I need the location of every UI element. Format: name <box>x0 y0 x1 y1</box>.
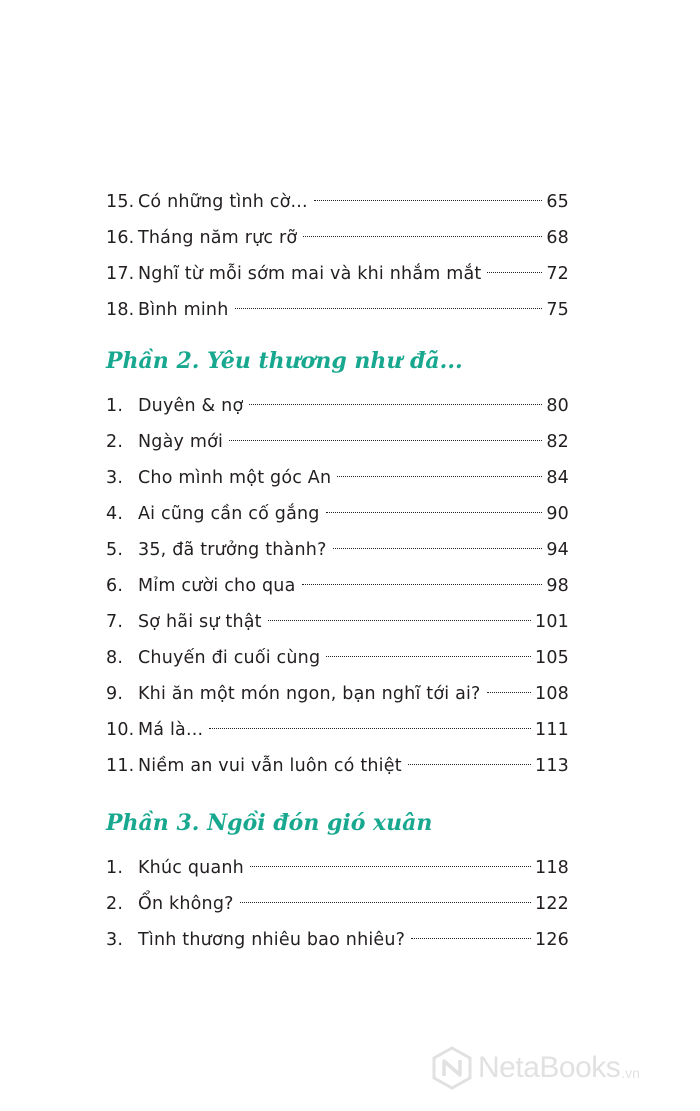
dot-leader <box>302 584 543 585</box>
entry-page: 65 <box>546 192 569 212</box>
entry-title: Ai cũng cần cố gắng <box>138 504 320 524</box>
watermark-suffix: .vn <box>621 1065 640 1081</box>
dot-leader <box>333 548 543 549</box>
entry-number: 7. <box>106 612 124 632</box>
dot-leader <box>487 272 542 273</box>
toc-entry[interactable] <box>106 922 569 958</box>
entry-page: 90 <box>546 504 569 524</box>
entry-title: 35, đã trưởng thành? <box>138 540 327 560</box>
dot-leader <box>209 728 531 729</box>
entry-number: 2. <box>106 432 124 452</box>
dot-leader <box>303 236 542 237</box>
entry-title: Bình minh <box>138 300 229 320</box>
entry-page: 72 <box>546 264 569 284</box>
entry-title: Cho mình một góc An <box>138 468 332 488</box>
toc-entry[interactable] <box>106 388 569 424</box>
dot-leader <box>337 476 542 477</box>
watermark-brand: NetaBooks <box>478 1051 621 1084</box>
entry-number: 11. <box>106 756 135 776</box>
dot-leader <box>250 866 531 867</box>
dot-leader <box>487 692 531 693</box>
entry-page: 111 <box>534 720 569 740</box>
entry-number: 17. <box>106 264 135 284</box>
entry-number: 18. <box>106 300 135 320</box>
dot-leader <box>268 620 531 621</box>
table-of-contents <box>106 184 569 958</box>
entry-page: 108 <box>534 684 569 704</box>
entry-page: 80 <box>546 396 569 416</box>
toc-entry[interactable] <box>106 676 569 712</box>
entry-number: 15. <box>106 192 135 212</box>
toc-entry[interactable] <box>106 604 569 640</box>
dot-leader <box>314 200 543 201</box>
toc-entry[interactable] <box>106 496 569 532</box>
entry-page: 105 <box>534 648 569 668</box>
entry-title: Niềm an vui vẫn luôn có thiệt <box>138 756 402 776</box>
toc-entry[interactable] <box>106 184 569 220</box>
toc-entry[interactable] <box>106 532 569 568</box>
dot-leader <box>326 656 531 657</box>
entry-page: 122 <box>534 894 569 914</box>
entry-page: 113 <box>534 756 569 776</box>
entry-title: Có những tình cờ... <box>138 192 308 212</box>
section-heading-part-3[interactable]: Phần 3. Ngồi đón gió xuân <box>106 810 433 836</box>
dot-leader <box>235 308 543 309</box>
toc-entry[interactable] <box>106 220 569 256</box>
entry-page: 98 <box>546 576 569 596</box>
entry-title: Ổn không? <box>138 894 234 914</box>
dot-leader <box>240 902 531 903</box>
entry-page: 68 <box>546 228 569 248</box>
toc-entry[interactable] <box>106 460 569 496</box>
dot-leader <box>249 404 542 405</box>
entry-number: 10. <box>106 720 135 740</box>
entry-number: 16. <box>106 228 135 248</box>
toc-entry[interactable] <box>106 712 569 748</box>
neta-hexagon-logo-icon <box>430 1046 474 1090</box>
entry-title: Nghĩ từ mỗi sớm mai và khi nhắm mắt <box>138 264 482 284</box>
toc-entry[interactable] <box>106 850 569 886</box>
entry-number: 6. <box>106 576 124 596</box>
watermark <box>430 1046 640 1090</box>
entry-page: 75 <box>546 300 569 320</box>
entry-title: Tháng năm rực rỡ <box>138 228 298 248</box>
toc-entry[interactable] <box>106 292 569 328</box>
entry-page: 84 <box>546 468 569 488</box>
entry-title: Ngày mới <box>138 432 224 452</box>
toc-entry[interactable] <box>106 256 569 292</box>
dot-leader <box>229 440 542 441</box>
toc-entry[interactable] <box>106 748 569 784</box>
entry-title: Khi ăn một món ngon, bạn nghĩ tới ai? <box>138 684 481 704</box>
entry-page: 82 <box>546 432 569 452</box>
entry-title: Mỉm cười cho qua <box>138 576 296 596</box>
dot-leader <box>411 938 531 939</box>
entry-number: 5. <box>106 540 124 560</box>
entry-title: Tình thương nhiêu bao nhiêu? <box>138 930 406 950</box>
section-heading-part-2[interactable]: Phần 2. Yêu thương như đã... <box>106 348 463 374</box>
entry-number: 1. <box>106 396 124 416</box>
entry-number: 8. <box>106 648 124 668</box>
toc-entry[interactable] <box>106 886 569 922</box>
dot-leader <box>408 764 531 765</box>
entry-number: 4. <box>106 504 124 524</box>
entry-title: Khúc quanh <box>138 858 244 878</box>
entry-title: Chuyến đi cuối cùng <box>138 648 321 668</box>
entry-page: 94 <box>546 540 569 560</box>
entry-title: Sợ hãi sự thật <box>138 612 262 632</box>
entry-title: Má là... <box>138 720 204 740</box>
dot-leader <box>326 512 543 513</box>
entry-number: 9. <box>106 684 124 704</box>
entry-number: 2. <box>106 894 124 914</box>
toc-entry[interactable] <box>106 640 569 676</box>
entry-number: 1. <box>106 858 124 878</box>
toc-entry[interactable] <box>106 568 569 604</box>
toc-entry[interactable] <box>106 424 569 460</box>
entry-page: 126 <box>534 930 569 950</box>
entry-page: 118 <box>534 858 569 878</box>
entry-page: 101 <box>534 612 569 632</box>
entry-title: Duyên & nợ <box>138 396 244 416</box>
entry-number: 3. <box>106 930 124 950</box>
entry-number: 3. <box>106 468 124 488</box>
